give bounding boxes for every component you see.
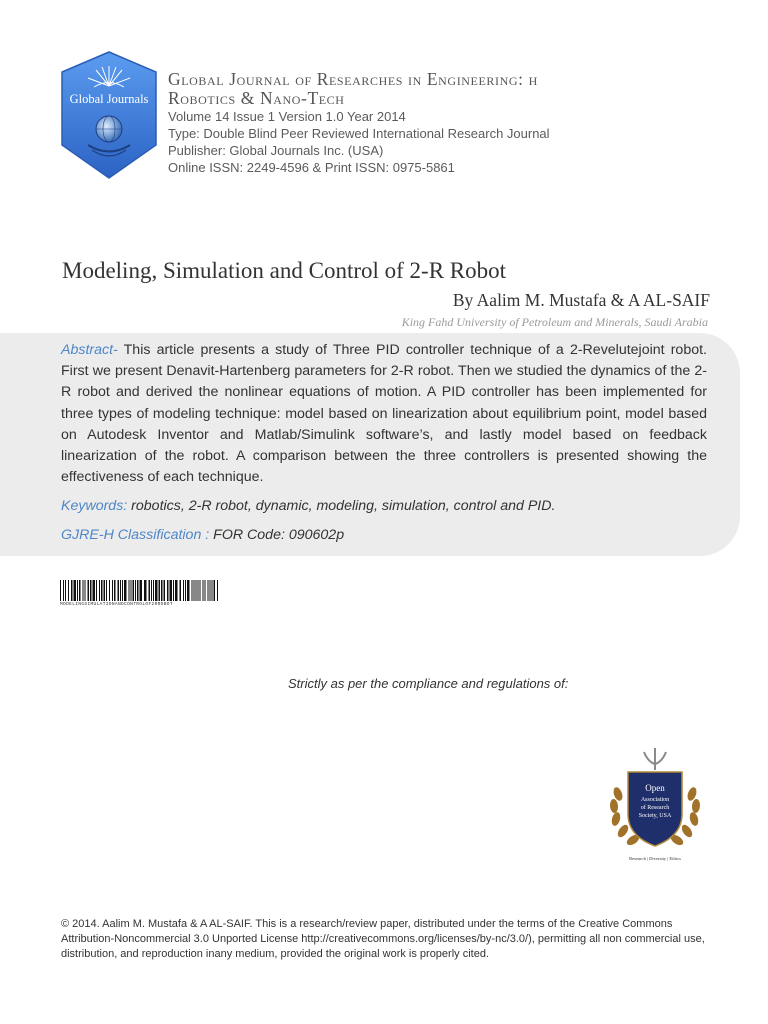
barcode-bar	[183, 580, 184, 601]
barcode-bar	[180, 580, 182, 601]
barcode-bar	[187, 580, 190, 601]
barcode-bar	[65, 580, 66, 601]
barcode-bar	[149, 580, 151, 601]
oa-line2: Association	[640, 797, 670, 803]
journal-publisher: Publisher: Global Journals Inc. (USA)	[168, 143, 384, 158]
oa-line1: Open	[645, 783, 665, 793]
paper-authors: By Aalim M. Mustafa & A AL-SAIF	[452, 290, 710, 310]
barcode-bar	[196, 580, 197, 601]
barcode-bar	[120, 580, 121, 601]
barcode-bar	[164, 580, 166, 601]
keywords-label: Keywords:	[61, 498, 128, 514]
barcode-bar	[140, 580, 143, 601]
barcode-bar	[137, 580, 139, 601]
barcode-bar	[124, 580, 127, 601]
oa-line4: Society, USA	[638, 813, 672, 819]
barcode-bar	[96, 580, 97, 601]
journal-title-line1: Global Journal of Researches in Engineering: h	[168, 69, 538, 89]
journal-issn: Online ISSN: 2249-4596 & Print ISSN: 0975-5861	[168, 160, 455, 175]
barcode-text: MODELINGSIMULATIONANDCONTROLOF2RROBOT	[60, 602, 173, 607]
barcode-bar	[101, 580, 103, 601]
journal-volume: Volume 14 Issue 1 Version 1.0 Year 2014	[168, 109, 406, 124]
barcode-bar	[85, 580, 86, 601]
barcode	[60, 580, 222, 601]
paper-title: Modeling, Simulation and Control of 2-R Robot	[62, 258, 507, 283]
classification-text: FOR Code: 090602p	[209, 527, 345, 543]
barcode-bar	[106, 580, 107, 601]
barcode-bar	[133, 580, 135, 601]
global-journals-logo	[58, 50, 160, 180]
compliance-note: Strictly as per the compliance and regulations of:	[288, 676, 569, 691]
barcode-bar	[68, 580, 69, 601]
barcode-bar	[131, 580, 132, 601]
barcode-bar	[63, 580, 64, 601]
abstract-text: This article presents a study of Three PID controller technique of a 2-Revelutejoint robot. First we present Denavit-Hartenberg parameters for 2-R robot. Then we studied the dynamics of the 2-R robot and derived the nonlinear equations of motion. A PID controller has been implemented for three types of modeling technique: model based on linearization about equilibrium point, model based on Autodesk Inventor and Matlab/Simulink software’s, and lastly model based on feedback linearization of the robot. A comparison between the three controllers is presented showing the effectiveness of each technique.	[61, 342, 707, 486]
barcode-bar	[118, 580, 120, 601]
classification	[61, 527, 344, 543]
barcode-bar	[83, 580, 84, 601]
barcode-bar	[71, 580, 73, 601]
barcode-bar	[135, 580, 136, 601]
abstract	[61, 340, 707, 488]
barcode-bar	[122, 580, 123, 601]
barcode-bar	[167, 580, 169, 601]
barcode-bar	[153, 580, 154, 601]
abstract-label: Abstract-	[61, 342, 118, 358]
barcode-bar	[151, 580, 152, 601]
barcode-bar	[88, 580, 90, 601]
barcode-bar	[74, 580, 77, 601]
barcode-bar	[60, 580, 61, 601]
open-association-logo	[604, 744, 706, 862]
barcode-bar	[185, 580, 186, 601]
barcode-bar	[198, 580, 199, 601]
barcode-bar	[210, 580, 211, 601]
classification-label: GJRE-H Classification :	[61, 527, 210, 543]
journal-header	[168, 70, 748, 176]
barcode-bar	[170, 580, 173, 601]
barcode-bar	[114, 580, 116, 601]
copyright-notice: © 2014. Aalim M. Mustafa & A AL-SAIF. This is a research/review paper, distributed under the terms of the Creative Commons Attribution-Noncommercial 3.0 Unported License http://creativecommons.org/licenses/by-nc/3.0/), permitting all non commercial use, distribution, and reproduction inany medium, provided the original work is properly cited.	[61, 918, 705, 960]
oa-line3: of Research	[640, 805, 670, 811]
barcode-bar	[104, 580, 106, 601]
barcode-bar	[212, 580, 213, 601]
barcode-bar	[79, 580, 81, 601]
paper-affiliation: King Fahd University of Petroleum and Minerals, Saudi Arabia	[401, 315, 708, 329]
barcode-bar	[214, 580, 216, 601]
barcode-bar	[203, 580, 204, 601]
global-journals-logo-text: Global Journals	[69, 92, 149, 106]
keywords	[61, 498, 555, 514]
barcode-bar	[90, 580, 92, 601]
barcode-bar	[129, 580, 130, 601]
barcode-bar	[159, 580, 161, 601]
barcode-bar	[205, 580, 206, 601]
oa-tagline: Research | Diversity | Ethics	[629, 856, 681, 861]
barcode-bar	[161, 580, 163, 601]
barcode-bar	[175, 580, 178, 601]
barcode-bar	[194, 580, 195, 601]
keywords-text: robotics, 2-R robot, dynamic, modeling, simulation, control and PID.	[127, 498, 556, 514]
barcode-bar	[192, 580, 193, 601]
barcode-bar	[77, 580, 78, 601]
barcode-bar	[173, 580, 174, 601]
barcode-bar	[208, 580, 209, 601]
barcode-bar	[217, 580, 218, 601]
barcode-bar	[144, 580, 147, 601]
barcode-bar	[112, 580, 113, 601]
barcode-bar	[109, 580, 110, 601]
barcode-bar	[155, 580, 158, 601]
barcode-bar	[93, 580, 96, 601]
barcode-bar	[200, 580, 201, 601]
journal-type: Type: Double Blind Peer Reviewed International Research Journal	[168, 126, 550, 141]
barcode-bar	[99, 580, 100, 601]
journal-title-line2: Robotics & Nano-Tech	[168, 88, 345, 108]
